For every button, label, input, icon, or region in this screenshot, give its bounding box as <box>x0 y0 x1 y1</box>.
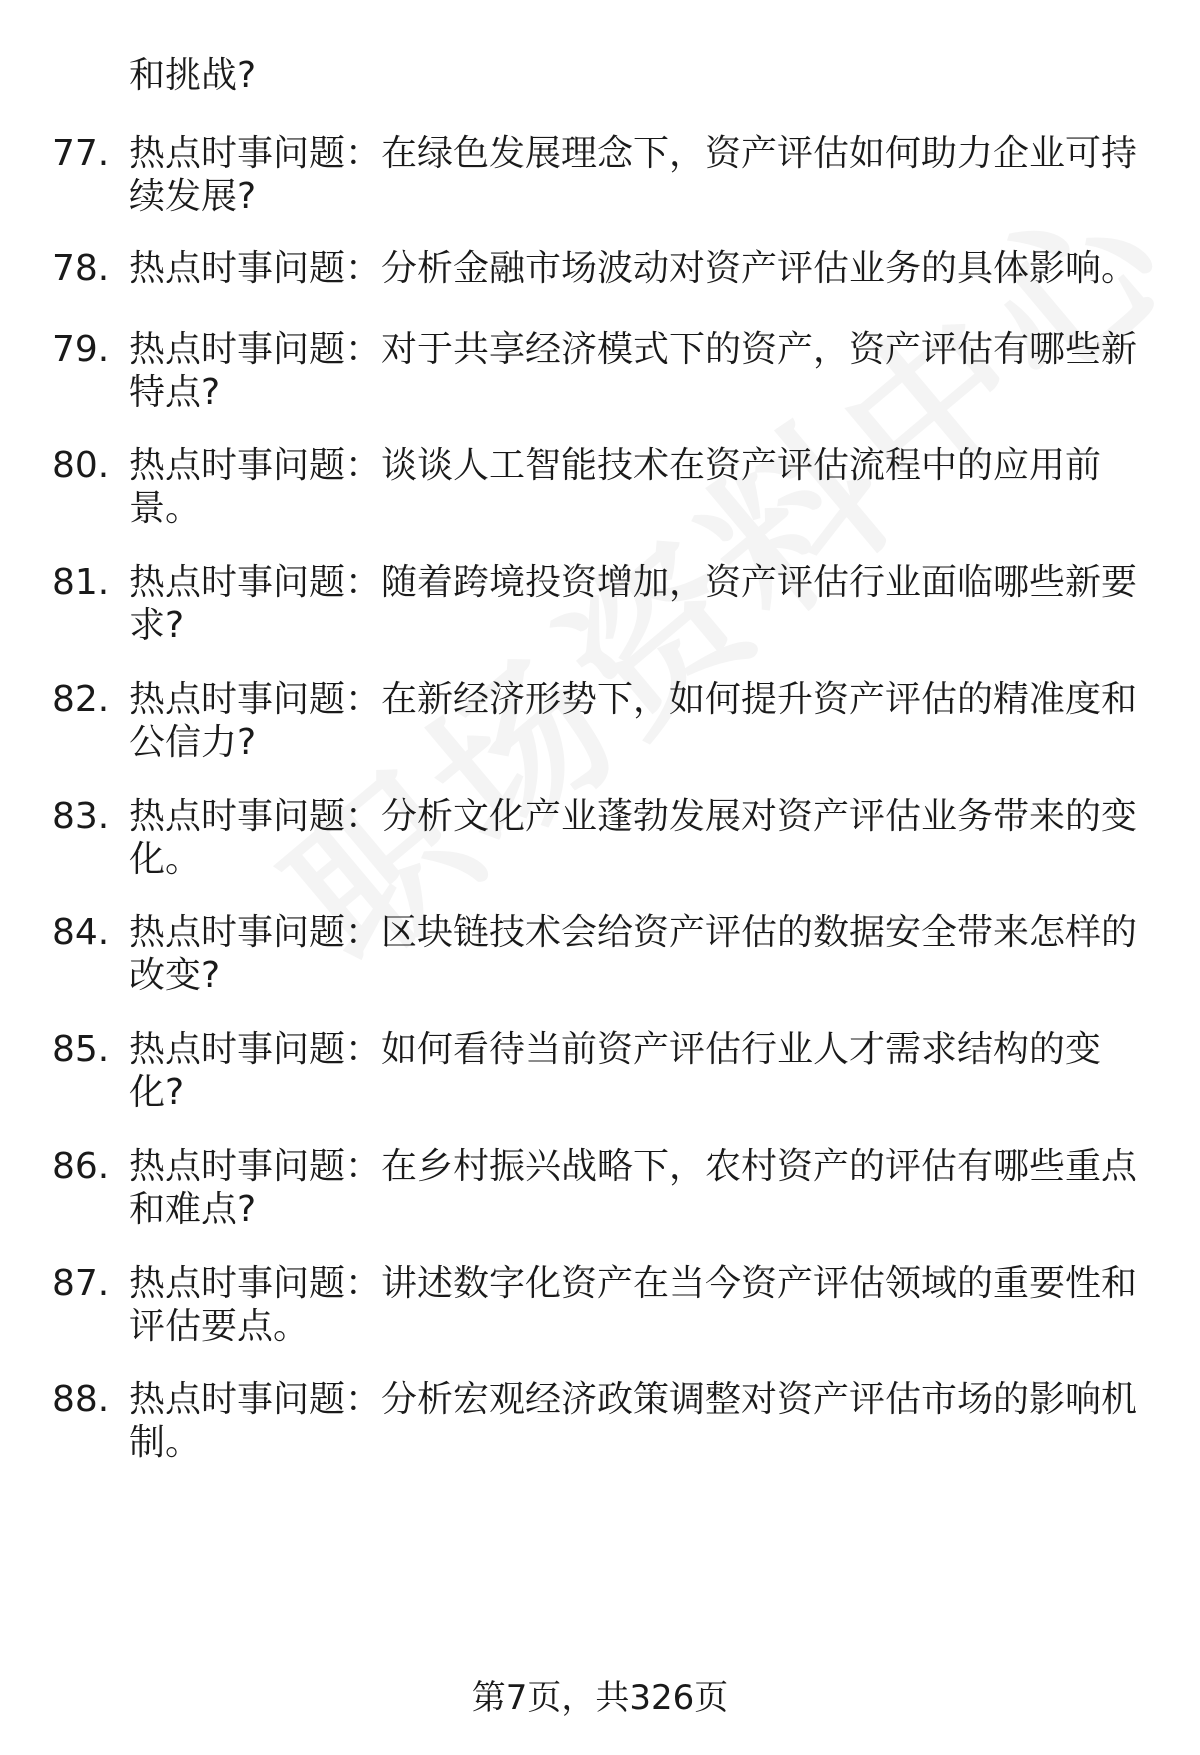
question-text: 续发展? <box>129 176 257 217</box>
carryover-text: 和挑战? <box>129 55 257 96</box>
question-text: 热点时事问题：区块链技术会给资产评估的数据安全带来怎样的 <box>129 912 1138 953</box>
question-text: 热点时事问题：在新经济形势下，如何提升资产评估的精准度和 <box>129 679 1138 720</box>
question-text: 化? <box>129 1072 185 1113</box>
question-text: 热点时事问题：讲述数字化资产在当今资产评估领域的重要性和 <box>129 1263 1138 1304</box>
question-number: 77. <box>52 133 110 174</box>
question-number: 82. <box>52 679 110 720</box>
question-text: 和难点? <box>129 1189 257 1230</box>
question-text: 热点时事问题：谈谈人工智能技术在资产评估流程中的应用前 <box>129 445 1102 486</box>
question-number: 81. <box>52 562 110 603</box>
question-text: 热点时事问题：分析文化产业蓬勃发展对资产评估业务带来的变 <box>129 796 1138 837</box>
question-number: 88. <box>52 1379 110 1420</box>
question-number: 86. <box>52 1146 110 1187</box>
question-number: 87. <box>52 1263 110 1304</box>
question-text: 制。 <box>129 1422 202 1463</box>
question-number: 83. <box>52 796 110 837</box>
question-text: 公信力? <box>129 722 257 763</box>
question-number: 79. <box>52 329 110 370</box>
question-text: 景。 <box>129 488 202 529</box>
question-text: 化。 <box>129 839 202 880</box>
question-text: 热点时事问题：如何看待当前资产评估行业人才需求结构的变 <box>129 1029 1102 1070</box>
question-number: 78. <box>52 248 110 289</box>
question-text: 评估要点。 <box>129 1306 310 1347</box>
question-text: 热点时事问题：在绿色发展理念下，资产评估如何助力企业可持 <box>129 133 1138 174</box>
question-text: 求? <box>129 605 185 646</box>
question-text: 热点时事问题：分析宏观经济政策调整对资产评估市场的影响机 <box>129 1379 1138 1420</box>
question-number: 80. <box>52 445 110 486</box>
question-text: 热点时事问题：对于共享经济模式下的资产，资产评估有哪些新 <box>129 329 1138 370</box>
question-text: 热点时事问题：在乡村振兴战略下，农村资产的评估有哪些重点 <box>129 1146 1138 1187</box>
question-number: 84. <box>52 912 110 953</box>
question-text: 热点时事问题：分析金融市场波动对资产评估业务的具体影响。 <box>129 248 1138 289</box>
question-number: 85. <box>52 1029 110 1070</box>
question-text: 热点时事问题：随着跨境投资增加，资产评估行业面临哪些新要 <box>129 562 1138 603</box>
page-footer: 第7页，共326页 <box>471 1678 729 1718</box>
question-text: 改变? <box>129 955 221 996</box>
question-text: 特点? <box>129 372 221 413</box>
